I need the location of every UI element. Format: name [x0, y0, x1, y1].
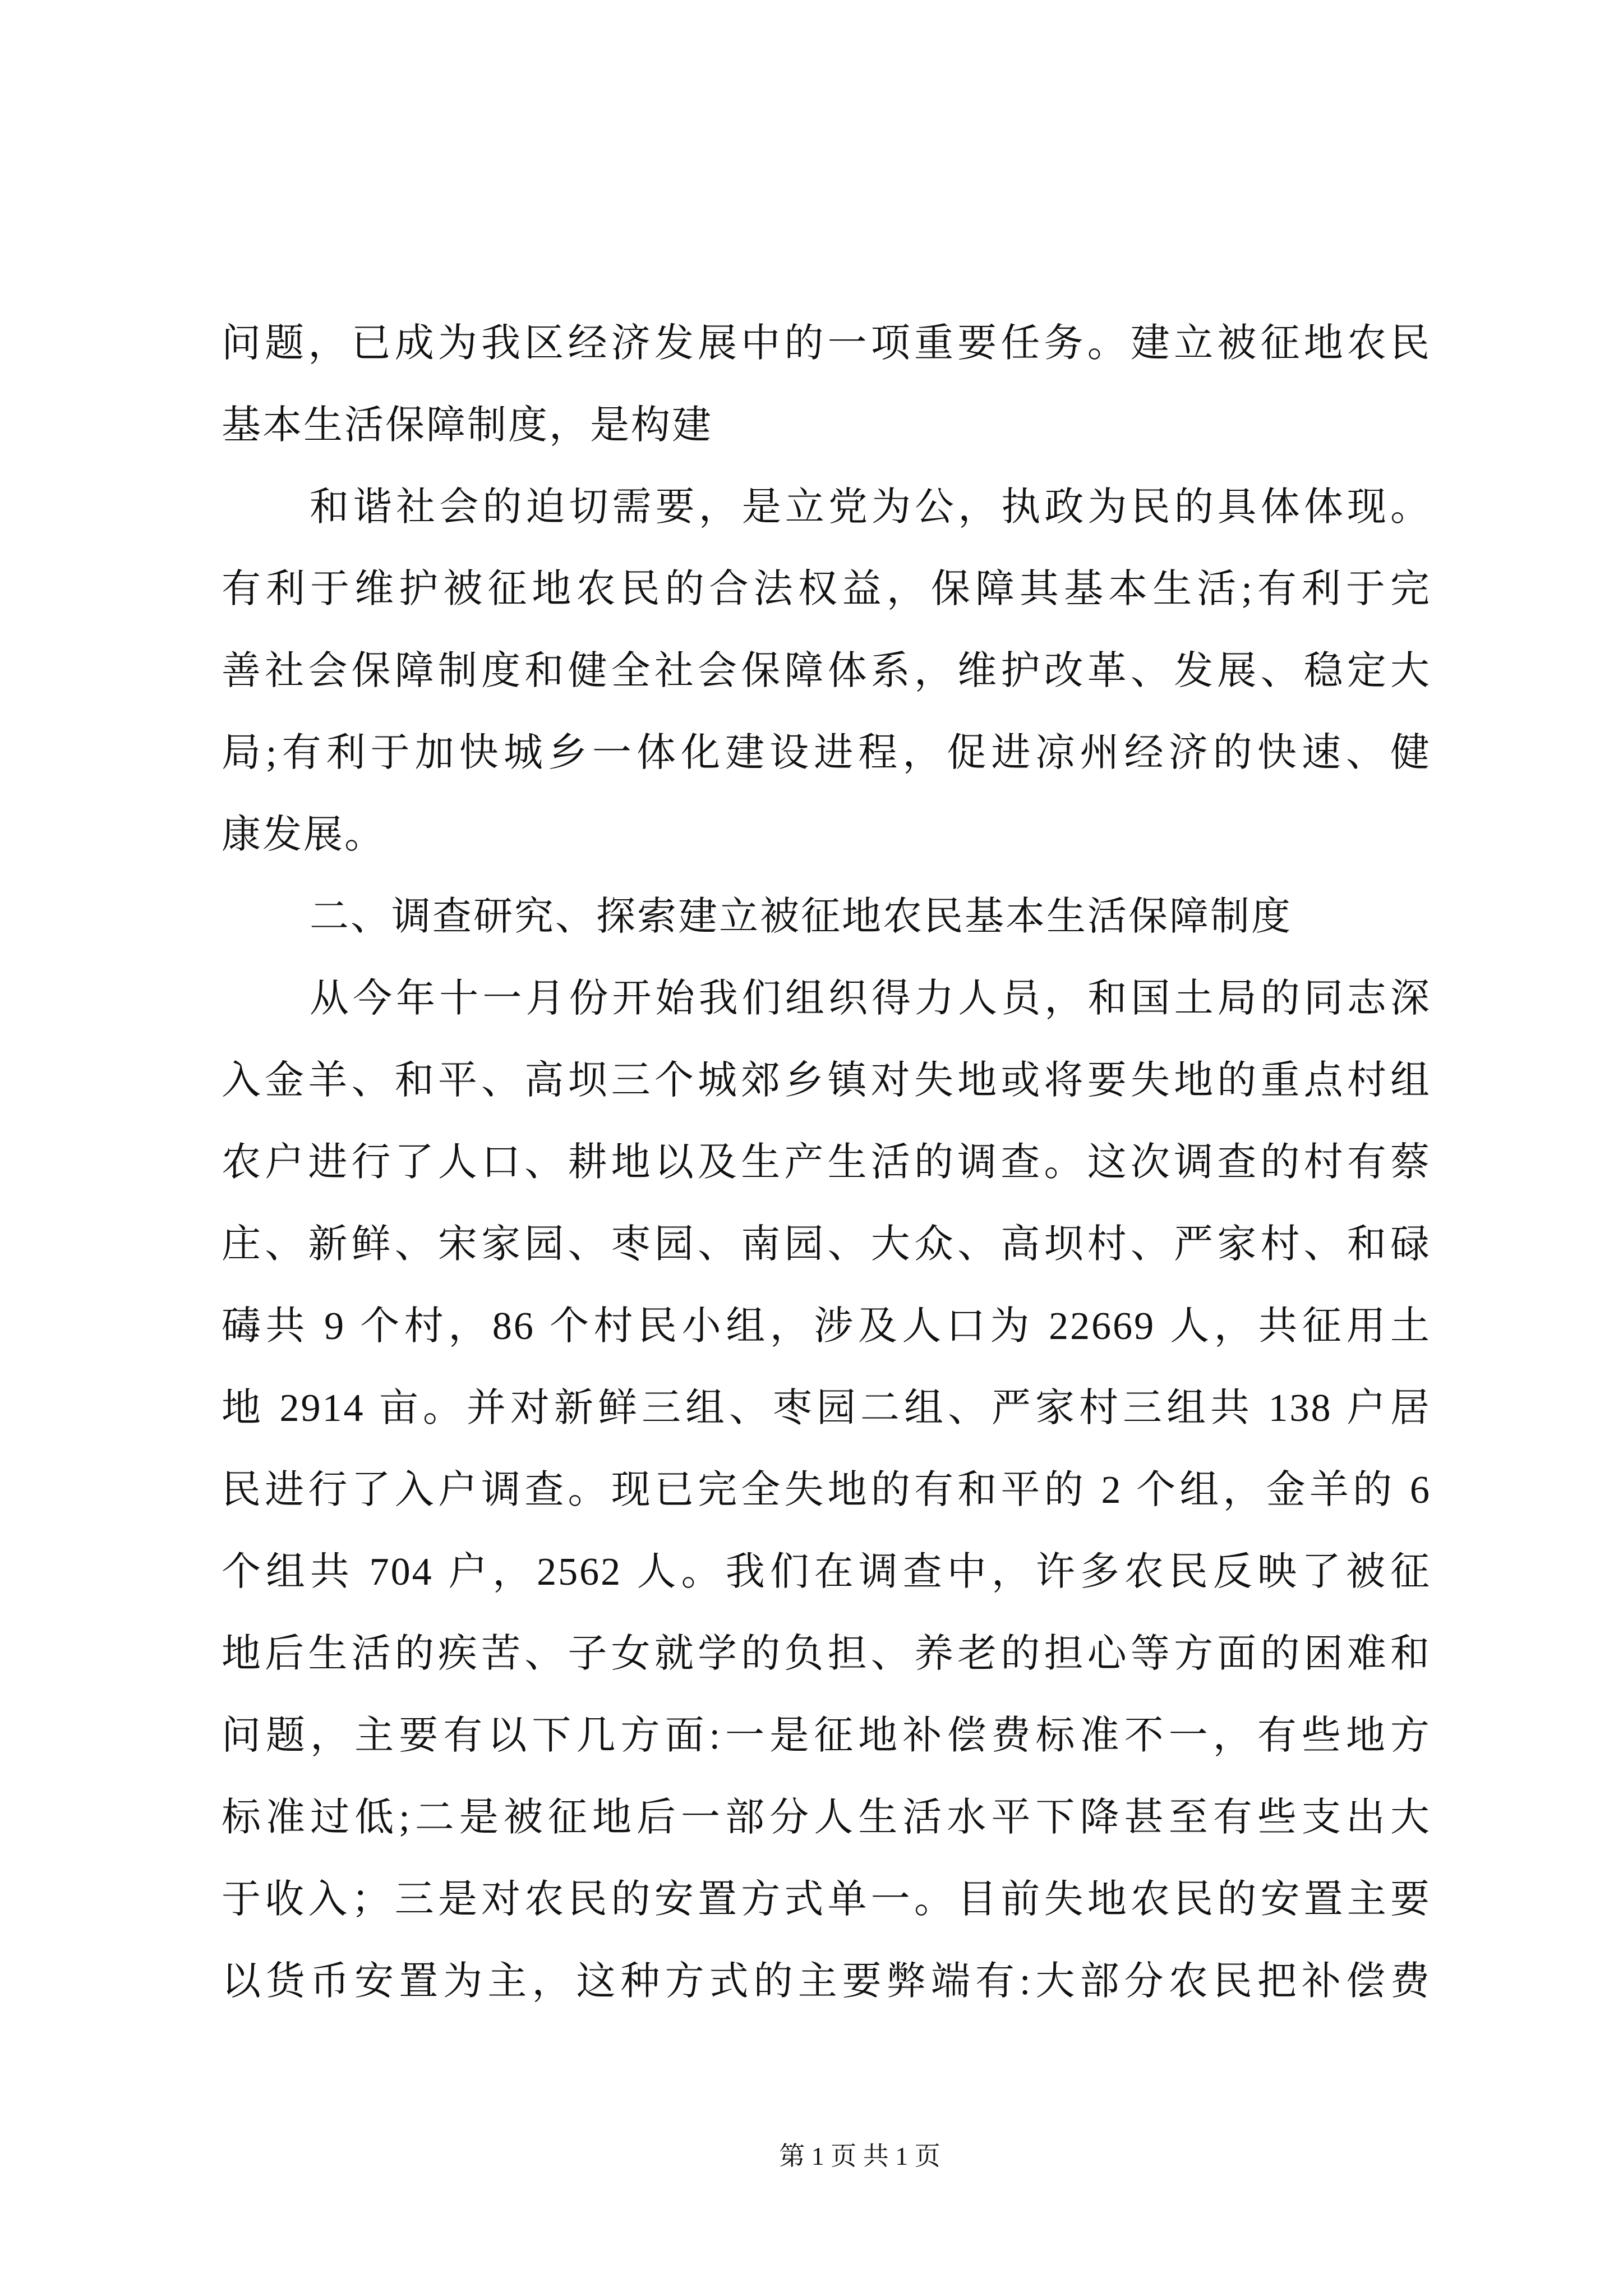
- text-line: 于收入；三是对农民的安置方式单一。目前失地农民的安置主要: [222, 1878, 1431, 1921]
- text-line: 民进行了入户调查。现已完全失地的有和平的 2 个组，金羊的 6: [222, 1469, 1431, 1512]
- text-line: 和谐社会的迫切需要，是立党为公，执政为民的具体体现。: [310, 486, 1431, 529]
- text-line: 标准过低;二是被征地后一部分人生活水平下降甚至有些支出大: [222, 1796, 1431, 1839]
- body-text: [222, 303, 1431, 2023]
- text-line: 从今年十一月份开始我们组织得力人员，和国土局的同志深: [310, 977, 1431, 1020]
- text-line: 善社会保障制度和健全社会保障体系，维护改革、发展、稳定大: [222, 650, 1431, 693]
- text-line: 局;有利于加快城乡一体化建设进程，促进凉州经济的快速、健: [222, 731, 1431, 775]
- text-line: 问题，已成为我区经济发展中的一项重要任务。建立被征地农民: [222, 322, 1431, 365]
- section-heading: 二、调查研究、探索建立被征地农民基本生活保障制度: [310, 895, 1292, 938]
- text-line: 个组共 704 户，2562 人。我们在调查中，许多农民反映了被征: [222, 1550, 1431, 1594]
- text-line: 庄、新鲜、宋家园、枣园、南园、大众、高坝村、严家村、和碌: [222, 1223, 1431, 1266]
- text-line: 有利于维护被征地农民的合法权益，保障其基本生活;有利于完: [222, 568, 1431, 611]
- text-line: 问题，主要有以下几方面:一是征地补偿费标准不一，有些地方: [222, 1714, 1431, 1757]
- text-line: 以货币安置为主，这种方式的主要弊端有:大部分农民把补偿费: [222, 1960, 1431, 2003]
- text-line: 康发展。: [222, 813, 385, 857]
- text-line: 入金羊、和平、高坝三个城郊乡镇对失地或将要失地的重点村组: [222, 1059, 1431, 1102]
- text-line: 农户进行了人口、耕地以及生产生活的调查。这次调查的村有蔡: [222, 1141, 1431, 1184]
- text-line: 基本生活保障制度，是构建: [222, 404, 713, 447]
- text-line: 碡共 9 个村，86 个村民小组，涉及人口为 22669 人，共征用土: [222, 1305, 1431, 1348]
- text-line: 地后生活的疾苦、子女就学的负担、养老的担心等方面的困难和: [222, 1632, 1431, 1676]
- text-line: 地 2914 亩。并对新鲜三组、枣园二组、严家村三组共 138 户居: [222, 1387, 1431, 1430]
- page-number-footer: 第 1 页 共 1 页: [779, 2142, 940, 2170]
